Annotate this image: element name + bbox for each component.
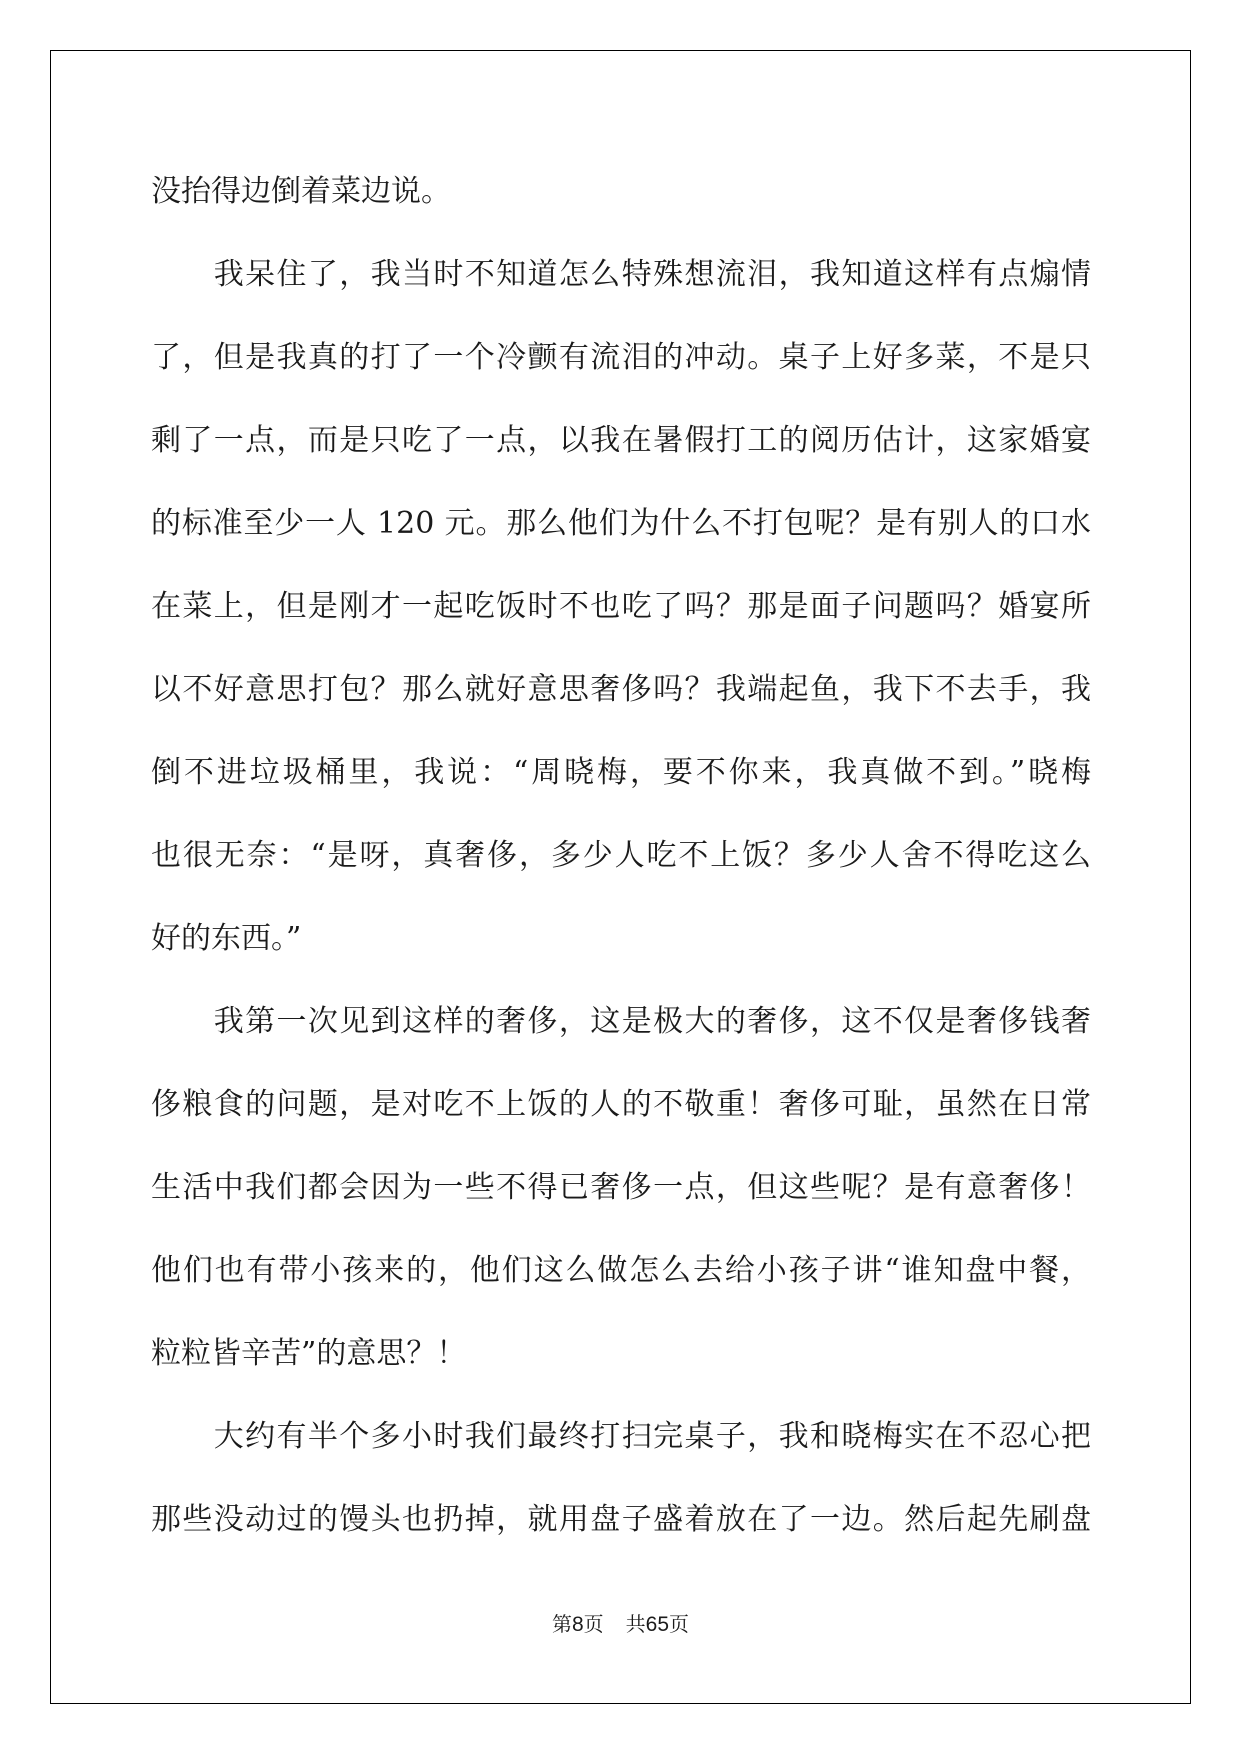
- text-line-11: 我第一次见到这样的奢侈，这是极大的奢侈，这不仅是奢侈钱奢: [151, 1004, 1091, 1039]
- total-prefix: 共: [625, 1612, 646, 1636]
- total-pages: 65: [645, 1613, 670, 1636]
- text-line-14: 他们也有带小孩来的，他们这么做怎么去给小孩子讲“谁知盘中餐，: [151, 1253, 1091, 1288]
- text-line-12: 侈粮食的问题，是对吃不上饭的人的不敬重！奢侈可耻，虽然在日常: [151, 1087, 1091, 1122]
- text-line-9: 也很无奈：“是呀，真奢侈，多少人吃不上饭？多少人舍不得吃这么: [151, 838, 1091, 873]
- text-line-6: 在菜上，但是刚才一起吃饭时不也吃了吗？那是面子问题吗？婚宴所: [151, 589, 1091, 624]
- text-line-15: 粒粒皆辛苦”的意思？！: [151, 1336, 467, 1371]
- total-suffix: 页: [669, 1612, 690, 1636]
- text-line-10: 好的东西。”: [151, 921, 302, 956]
- text-line-5: 的标准至少一人 120 元。那么他们为什么不打包呢？是有别人的口水: [151, 506, 1091, 541]
- text-line-13: 生活中我们都会因为一些不得已奢侈一点，但这些呢？是有意奢侈！: [151, 1170, 1091, 1205]
- text-line-17: 那些没动过的馒头也扔掉，就用盘子盛着放在了一边。然后起先刷盘: [151, 1502, 1091, 1537]
- text-line-7: 以不好意思打包？那么就好意思奢侈吗？我端起鱼，我下不去手，我: [151, 672, 1091, 707]
- page-prefix: 第: [551, 1612, 572, 1636]
- document-body: [151, 150, 1091, 1561]
- text-line-2: 我呆住了，我当时不知道怎么特殊想流泪，我知道这样有点煽情: [151, 257, 1091, 292]
- text-line-8: 倒不进垃圾桶里，我说：“周晓梅，要不你来，我真做不到。”晓梅: [151, 755, 1091, 790]
- text-line-3: 了，但是我真的打了一个冷颤有流泪的冲动。桌子上好多菜，不是只: [151, 340, 1091, 375]
- page-footer: [0, 1608, 1241, 1637]
- text-line-4: 剩了一点，而是只吃了一点，以我在暑假打工的阅历估计，这家婚宴: [151, 423, 1091, 458]
- text-line-16: 大约有半个多小时我们最终打扫完桌子，我和晓梅实在不忍心把: [151, 1419, 1091, 1454]
- page-suffix: 页: [583, 1612, 604, 1636]
- page-number: 8: [571, 1613, 584, 1636]
- text-line-1: 没抬得边倒着菜边说。: [151, 174, 451, 209]
